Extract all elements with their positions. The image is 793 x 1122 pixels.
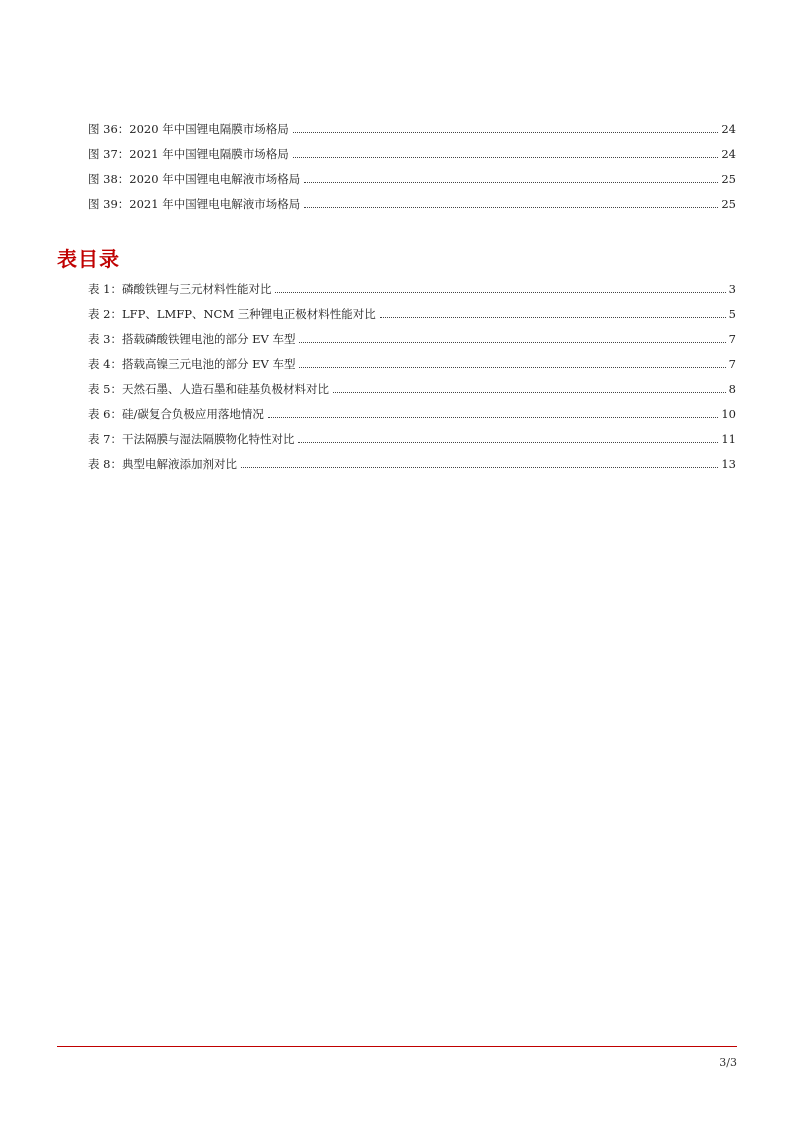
table-list: [88, 271, 736, 471]
toc-entry-label: 表 5：天然石墨、人造石墨和硅基负极材料对比: [88, 382, 329, 396]
toc-entry-figure[interactable]: [88, 186, 736, 211]
toc-entry-page: 24: [721, 147, 736, 161]
toc-entry-figure[interactable]: [88, 161, 736, 186]
dot-leader: [293, 156, 719, 158]
dot-leader: [275, 291, 725, 293]
dot-leader: [268, 416, 719, 418]
toc-entry-label: 图 37：2021 年中国锂电隔膜市场格局: [88, 147, 289, 161]
figure-list: [88, 111, 736, 211]
toc-entry-label: 表 3：搭载磷酸铁锂电池的部分 EV 车型: [88, 332, 296, 346]
toc-entry-label: 表 4：搭载高镍三元电池的部分 EV 车型: [88, 357, 296, 371]
toc-entry-label: 图 36：2020 年中国锂电隔膜市场格局: [88, 122, 289, 136]
dot-leader: [241, 466, 718, 468]
toc-entry-page: 25: [721, 172, 736, 186]
toc-entry-figure[interactable]: [88, 111, 736, 136]
toc-entry-page: 25: [721, 197, 736, 211]
toc-entry-label: 图 39：2021 年中国锂电电解液市场格局: [88, 197, 301, 211]
toc-entry-label: 表 8：典型电解液添加剂对比: [88, 457, 237, 471]
toc-entry-page: 24: [721, 122, 736, 136]
toc-entry-table[interactable]: [88, 321, 736, 346]
toc-entry-table[interactable]: [88, 446, 736, 471]
toc-entry-figure[interactable]: [88, 136, 736, 161]
section-heading-table-list: 表目录: [57, 247, 120, 271]
toc-entry-table[interactable]: [88, 396, 736, 421]
toc-entry-table[interactable]: [88, 271, 736, 296]
toc-entry-table[interactable]: [88, 421, 736, 446]
dot-leader: [333, 391, 726, 393]
dot-leader: [299, 341, 725, 343]
page-number: 3/3: [719, 1056, 737, 1069]
toc-entry-label: 表 7：干法隔膜与湿法隔膜物化特性对比: [88, 432, 295, 446]
toc-entry-label: 表 6：硅/碳复合负极应用落地情况: [88, 407, 264, 421]
toc-entry-page: 5: [728, 307, 736, 321]
toc-entry-page: 10: [721, 407, 736, 421]
toc-entry-page: 13: [721, 457, 736, 471]
toc-entry-page: 7: [728, 332, 736, 346]
dot-leader: [299, 366, 725, 368]
toc-entry-table[interactable]: [88, 371, 736, 396]
toc-entry-page: 7: [728, 357, 736, 371]
toc-entry-label: 表 2：LFP、LMFP、NCM 三种锂电正极材料性能对比: [88, 307, 376, 321]
dot-leader: [298, 441, 718, 443]
dot-leader: [304, 206, 718, 208]
toc-entry-table[interactable]: [88, 346, 736, 371]
dot-leader: [304, 181, 718, 183]
toc-entry-label: 图 38：2020 年中国锂电电解液市场格局: [88, 172, 301, 186]
toc-entry-page: 11: [721, 432, 736, 446]
toc-entry-label: 表 1：磷酸铁锂与三元材料性能对比: [88, 282, 272, 296]
dot-leader: [380, 316, 726, 318]
toc-entry-page: 8: [728, 382, 736, 396]
dot-leader: [293, 131, 719, 133]
footer-divider: [57, 1046, 737, 1047]
toc-entry-page: 3: [728, 282, 736, 296]
toc-entry-table[interactable]: [88, 296, 736, 321]
